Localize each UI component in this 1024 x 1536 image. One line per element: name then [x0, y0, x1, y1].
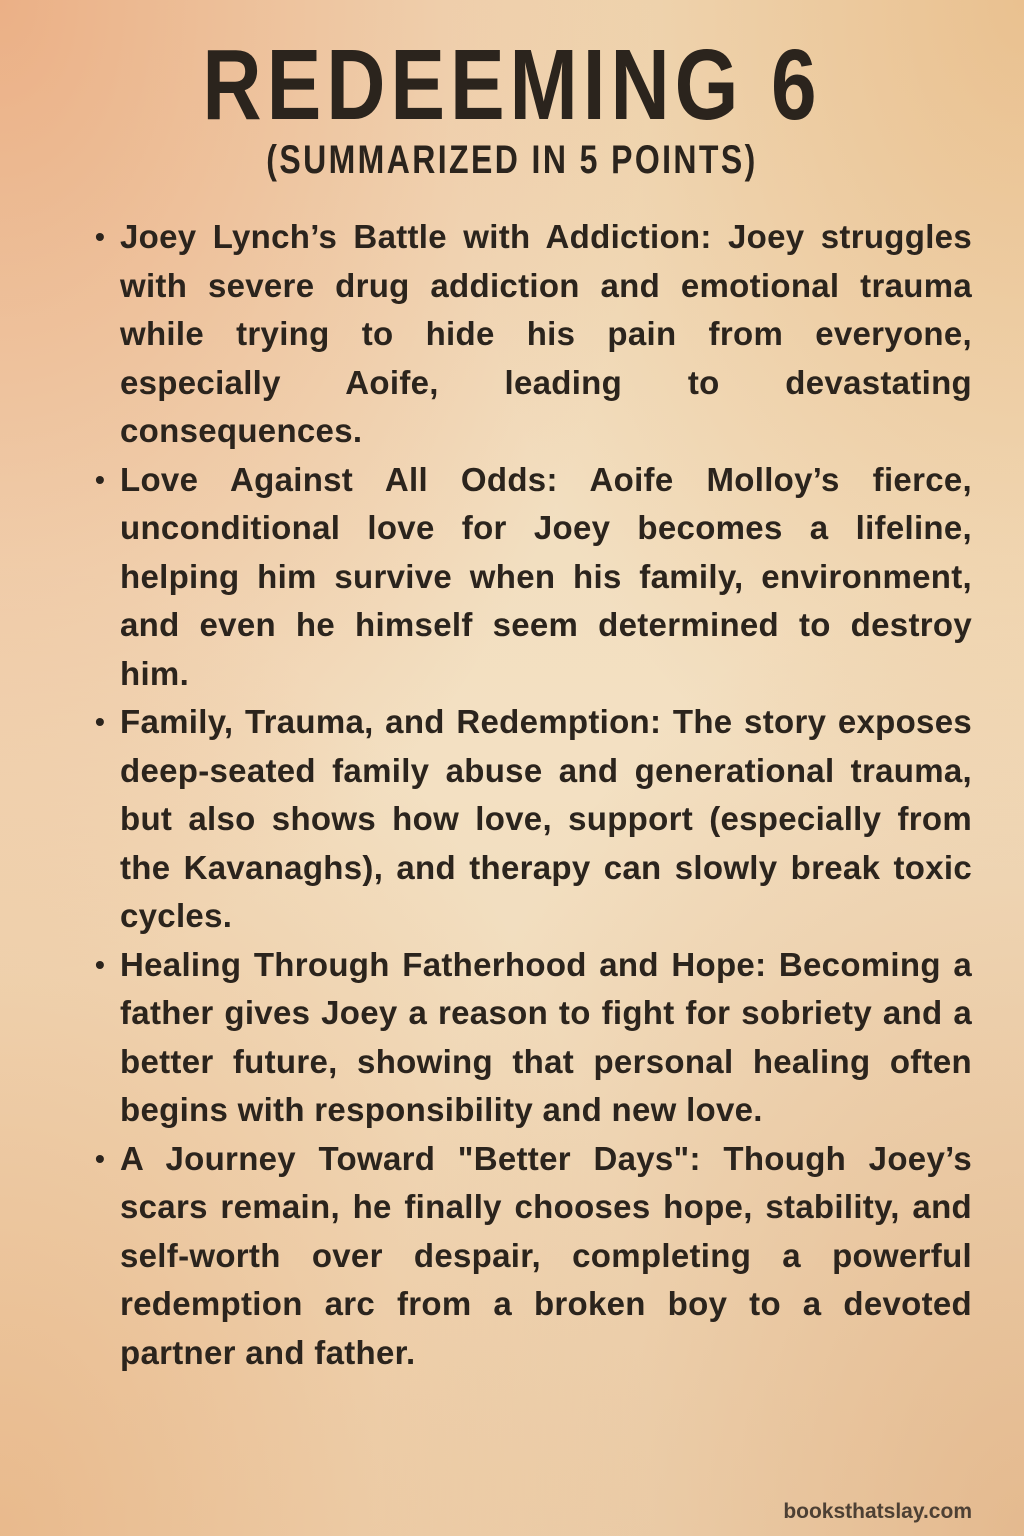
bullet-icon: •: [95, 1142, 106, 1174]
point-text: Love Against All Odds: Aoife Molloy’s fierce, unconditional love for Joey becomes a lifeline, helping him survive when his family, environment, and even he himself seem determined to destroy him.: [120, 460, 972, 692]
summary-point: [95, 456, 972, 699]
bullet-icon: •: [95, 948, 106, 980]
summary-point: [95, 1135, 972, 1378]
point-text: Healing Through Fatherhood and Hope: Becoming a father gives Joey a reason to fight for sobriety and a better future, showing that personal healing often begins with responsibility and new love.: [120, 945, 972, 1128]
point-text: Joey Lynch’s Battle with Addiction: Joey struggles with severe drug addiction and emotional trauma while trying to hide his pain from everyone, especially Aoife, leading to devastating consequences.: [120, 218, 972, 449]
bullet-icon: •: [95, 463, 106, 495]
point-text: A Journey Toward "Better Days": Though Joey’s scars remain, he finally chooses hope, stability, and self-worth over despair, completing a powerful redemption arc from a broken boy to a devoted partner and father.: [120, 1139, 972, 1371]
summary-point: [95, 213, 972, 456]
site-watermark: booksthatslay.com: [783, 1500, 972, 1523]
page-title: REDEEMING 6: [202, 29, 822, 141]
page-subtitle: (SUMMARIZED IN 5 POINTS): [266, 138, 758, 182]
bullet-icon: •: [95, 706, 106, 737]
summary-point: [95, 698, 972, 941]
summary-point: [95, 941, 972, 1135]
summary-points-list: [95, 213, 972, 1377]
point-text: Family, Trauma, and Redemption: The story exposes deep-seated family abuse and generational trauma, but also shows how love, support (especially from the Kavanaghs), and therapy can slowly break toxic cycles.: [120, 703, 972, 934]
bullet-icon: •: [95, 221, 106, 252]
